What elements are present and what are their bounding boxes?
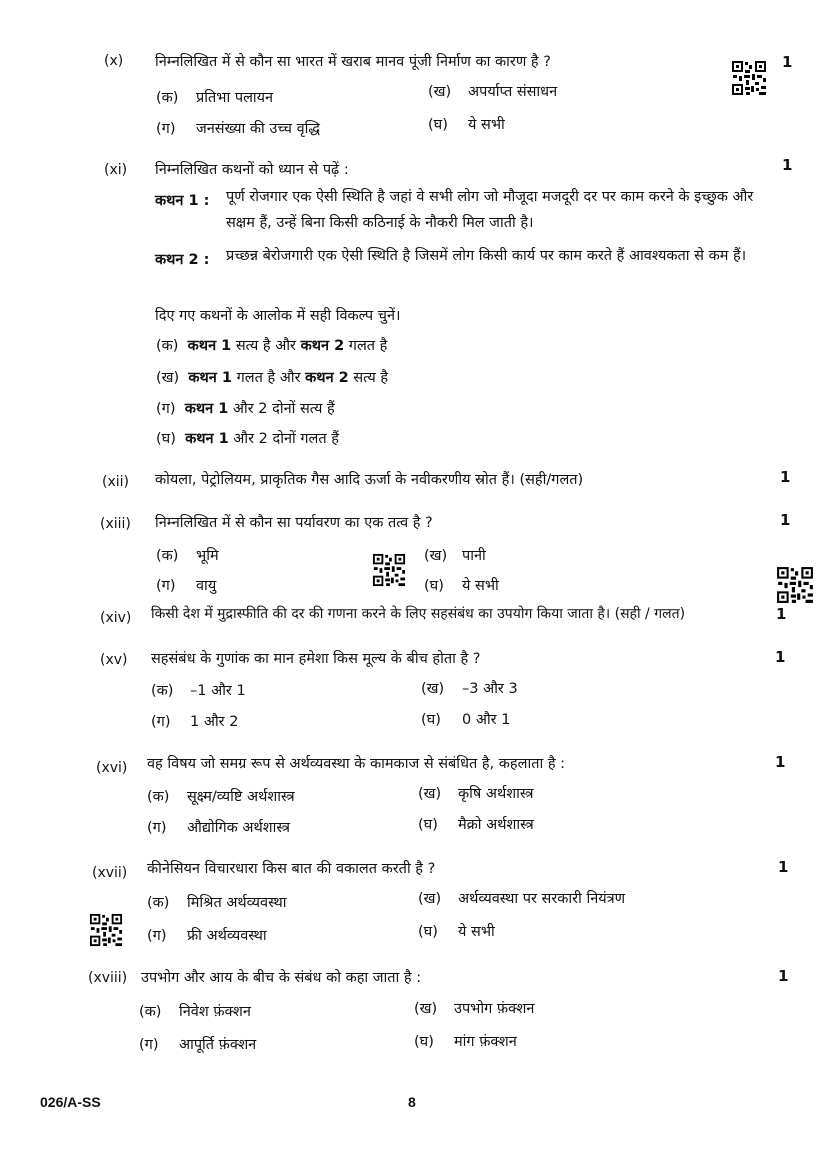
option-label: (घ) (418, 924, 438, 940)
option-label: (ग) (147, 820, 167, 836)
question-number: (x) (104, 53, 124, 69)
option-text: मांग फ़ंक्शन (454, 1034, 517, 1050)
option-text: पानी (462, 548, 486, 564)
option-label: (ग) (151, 714, 171, 730)
option-label: (क) (156, 90, 179, 106)
marks: 1 (778, 967, 789, 985)
option-label: (घ) (424, 578, 444, 594)
option-row (156, 428, 339, 448)
question-text: सहसंबंध के गुणांक का मान हमेशा किस मूल्य के बीच होता है ? (151, 651, 481, 667)
option-label: (घ) (156, 431, 176, 447)
statement-2-label: कथन 2 : (155, 252, 210, 268)
question-text: कोयला, पेट्रोलियम, प्राकृतिक गैस आदि ऊर्जा के नवीकरणीय स्रोत हैं। (सही/गलत) (155, 472, 584, 488)
option-text: और 2 दोनों सत्य हैं (228, 401, 335, 417)
statement-ref: कथन 1 (184, 401, 229, 417)
paper-code: 026/A-SS (40, 1094, 101, 1110)
option-label: (ग) (156, 121, 176, 137)
option-text: अर्थव्यवस्था पर सरकारी नियंत्रण (458, 891, 626, 907)
option-text: और 2 दोनों गलत हैं (228, 431, 339, 447)
question-text: निम्नलिखित कथनों को ध्यान से पढ़ें : (155, 162, 349, 178)
option-text: वायु (196, 578, 217, 594)
option-text: फ्री अर्थव्यवस्था (187, 928, 267, 944)
statement-ref: कथन 1 (187, 338, 232, 354)
option-row (156, 398, 335, 418)
option-text: अपर्याप्त संसाधन (468, 84, 558, 100)
option-label: (क) (147, 895, 170, 911)
statement-ref: कथन 2 (305, 370, 349, 386)
option-text: औद्योगिक अर्थशास्त्र (187, 820, 290, 836)
question-number: (xvi) (96, 760, 128, 776)
option-text: आपूर्ति फ़ंक्शन (179, 1037, 257, 1053)
option-text: ये सभी (458, 924, 495, 940)
option-label: (ख) (414, 1001, 438, 1017)
option-row (156, 367, 388, 387)
option-text: ये सभी (462, 578, 499, 594)
option-text: उपभोग फ़ंक्शन (454, 1001, 535, 1017)
question-number: (xvii) (92, 865, 128, 881)
marks: 1 (778, 858, 789, 876)
question-text: किसी देश में मुद्रास्फीति की दर की गणना करने के लिए सहसंबंध का उपयोग किया जाता है। (सही / गलत) (151, 606, 686, 622)
option-label: (क) (151, 683, 174, 699)
option-label: (क) (147, 789, 170, 805)
marks: 1 (782, 53, 793, 71)
question-number: (xv) (100, 652, 128, 668)
statement-ref: कथन 1 (188, 370, 232, 386)
option-text: कृषि अर्थशास्त्र (458, 786, 534, 802)
marks: 1 (782, 156, 793, 174)
option-label: (क) (156, 548, 179, 564)
question-text: कीनेसियन विचारधारा किस बात की वकालत करती है ? (147, 861, 436, 877)
option-label: (क) (139, 1004, 162, 1020)
marks: 1 (776, 605, 787, 623)
marks: 1 (775, 648, 786, 666)
page-number: 8 (408, 1094, 416, 1110)
qr-code-icon (89, 913, 123, 947)
option-label: (घ) (421, 712, 441, 728)
option-row (156, 335, 387, 355)
option-text: सत्य है (348, 370, 389, 386)
option-text: जनसंख्या की उच्च वृद्धि (196, 121, 320, 137)
option-label: (ग) (139, 1037, 159, 1053)
option-label: (घ) (414, 1034, 434, 1050)
question-text: उपभोग और आय के बीच के संबंध को कहा जाता है : (141, 970, 422, 986)
question-number: (xiv) (100, 610, 132, 626)
option-text: 0 और 1 (462, 712, 511, 728)
statement-ref: कथन 1 (185, 431, 229, 447)
option-text: मैक्रो अर्थशास्त्र (458, 817, 534, 833)
option-label: (ग) (156, 401, 176, 417)
option-label: (क) (156, 338, 179, 354)
option-label: (घ) (418, 817, 438, 833)
option-text: गलत है (344, 338, 388, 354)
instruction: दिए गए कथनों के आलोक में सही विकल्प चुनें। (155, 308, 401, 324)
option-label: (ख) (418, 891, 442, 907)
question-number: (xii) (102, 474, 129, 490)
option-label: (ख) (428, 84, 452, 100)
statement-ref: कथन 2 (300, 338, 345, 354)
option-label: (घ) (428, 117, 448, 133)
option-label: (ख) (418, 786, 442, 802)
option-text: निवेश फ़ंक्शन (179, 1004, 251, 1020)
option-label: (ग) (156, 578, 176, 594)
statement-2-text: प्रच्छन्न बेरोजगारी एक ऐसी स्थिति है जिसमें लोग किसी कार्य पर काम करते हैं आवश्यकता से कम हैं। (226, 248, 747, 264)
question-number: (xviii) (88, 970, 128, 986)
statement-1-label: कथन 1 : (155, 193, 210, 209)
question-text: निम्नलिखित में से कौन सा पर्यावरण का एक तत्व है ? (155, 515, 433, 531)
question-number: (xi) (104, 162, 128, 178)
option-text: भूमि (196, 548, 219, 564)
option-text: मिश्रित अर्थव्यवस्था (187, 895, 287, 911)
option-text: प्रतिभा पलायन (196, 90, 274, 106)
statement-1-text: पूर्ण रोजगार एक ऐसी स्थिति है जहां वे सभी लोग जो मौजूदा मजदूरी दर पर काम करने के इच्छुक और सक्षम हैं, उन्हें बिना किसी कठिनाई के नौकरी मिल जाती है। (226, 189, 754, 231)
option-label: (ख) (156, 370, 180, 386)
option-text: गलत है और (232, 370, 306, 386)
option-text: ये सभी (468, 117, 505, 133)
option-text: सत्य है और (231, 338, 301, 354)
option-text: –3 और 3 (462, 681, 518, 697)
option-label: (ग) (147, 928, 167, 944)
question-number: (xiii) (100, 516, 131, 532)
option-label: (ख) (424, 548, 448, 564)
qr-code-icon (776, 566, 814, 604)
marks: 1 (775, 753, 786, 771)
qr-code-icon (372, 553, 406, 587)
qr-code-icon (731, 60, 767, 96)
option-label: (ख) (421, 681, 445, 697)
option-text: 1 और 2 (190, 714, 239, 730)
marks: 1 (780, 511, 791, 529)
question-text: वह विषय जो समग्र रूप से अर्थव्यवस्था के कामकाज से संबंधित है, कहलाता है : (147, 756, 566, 772)
question-text: निम्नलिखित में से कौन सा भारत में खराब मानव पूंजी निर्माण का कारण है ? (155, 54, 551, 70)
option-text: –1 और 1 (190, 683, 246, 699)
option-text: सूक्ष्म/व्यष्टि अर्थशास्त्र (187, 789, 295, 805)
marks: 1 (780, 468, 791, 486)
